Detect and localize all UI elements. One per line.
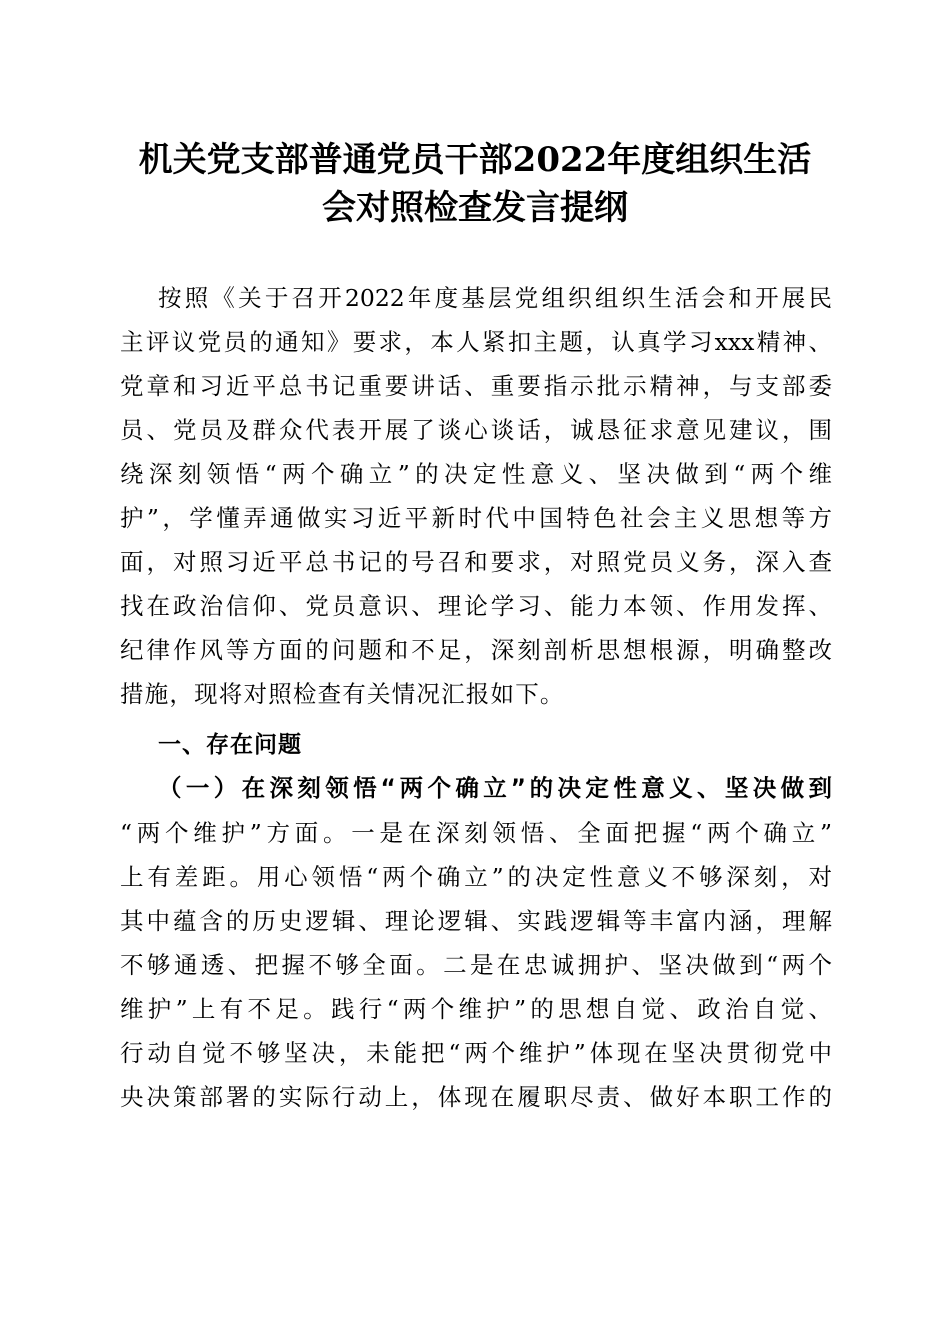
intro-line: 护”，学懂弄通做实习近平新时代中国特色社会主义思想等方 — [120, 504, 832, 532]
intro-line: 绕深刻领悟“两个确立”的决定性意义、坚决做到“两个维 — [120, 460, 832, 488]
body-line: 不够通透、把握不够全面。二是在忠诚拥护、坚决做到“两个 — [120, 951, 832, 979]
body-line: 央决策部署的实际行动上，体现在履职尽责、做好本职工作的 — [120, 1083, 832, 1111]
intro-line: 纪律作风等方面的问题和不足，深刻剖析思想根源，明确整改 — [120, 636, 832, 664]
intro-line: 员、党员及群众代表开展了谈心谈话，诚恳征求意见建议，围 — [120, 416, 832, 444]
body-line: 行动自觉不够坚决，未能把“两个维护”体现在坚决贯彻党中 — [120, 1039, 832, 1067]
body-line: “两个维护”方面。一是在深刻领悟、全面把握“两个确立” — [120, 819, 832, 847]
body-line: 上有差距。用心领悟“两个确立”的决定性意义不够深刻，对 — [120, 863, 832, 891]
section-heading: 一、存在问题 — [158, 732, 302, 758]
document-title-line-1: 机关党支部普通党员干部2022年度组织生活 — [138, 140, 812, 180]
intro-line: 措施，现将对照检查有关情况汇报如下。 — [120, 680, 565, 708]
body-line: 维护”上有不足。践行“两个维护”的思想自觉、政治自觉、 — [120, 995, 832, 1023]
intro-line: 主评议党员的通知》要求，本人紧扣主题，认真学习xxx精神、 — [120, 328, 832, 356]
intro-line: 面，对照习近平总书记的号召和要求，对照党员义务，深入查 — [120, 548, 832, 576]
intro-line: 找在政治信仰、党员意识、理论学习、能力本领、作用发挥、 — [120, 592, 832, 620]
intro-line: 党章和习近平总书记重要讲话、重要指示批示精神，与支部委 — [120, 372, 832, 400]
subsection-heading: （一）在深刻领悟“两个确立”的决定性意义、坚决做到 — [158, 774, 832, 802]
document-title-line-2: 会对照检查发言提纲 — [322, 188, 628, 228]
intro-line: 按照《关于召开2022年度基层党组织组织生活会和开展民 — [158, 284, 832, 312]
body-line: 其中蕴含的历史逻辑、理论逻辑、实践逻辑等丰富内涵，理解 — [120, 907, 832, 935]
